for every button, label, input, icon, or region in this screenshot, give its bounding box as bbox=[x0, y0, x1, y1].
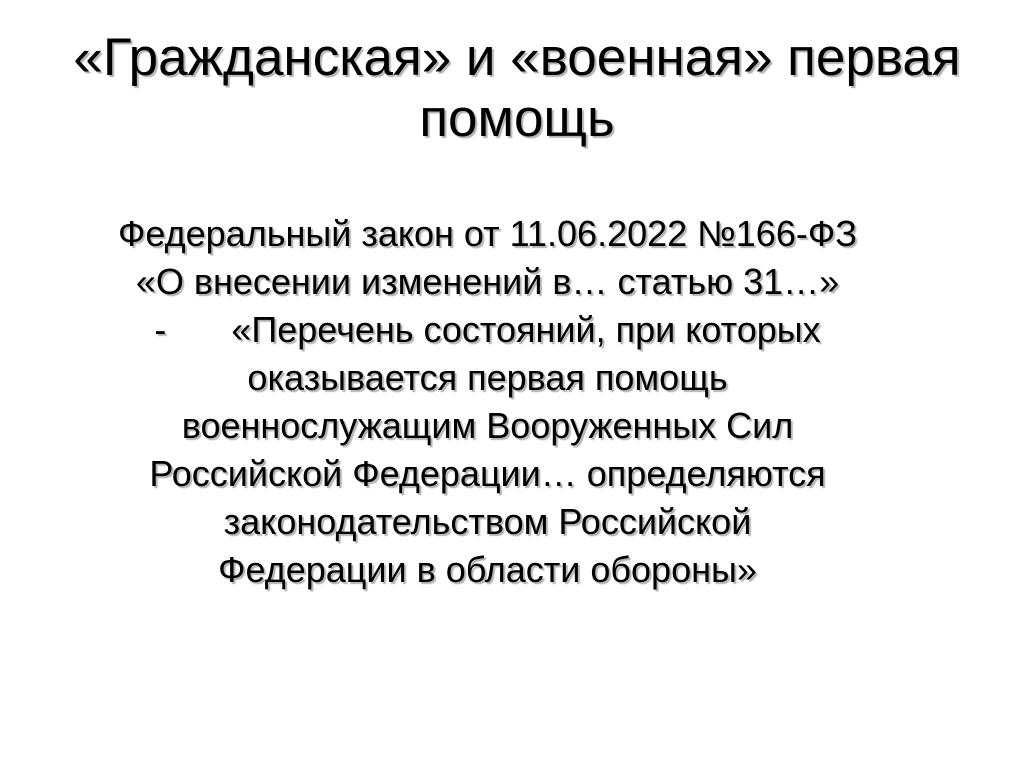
slide-title bbox=[10, 27, 1024, 149]
body-line: Российской Федерации… определяются bbox=[149, 453, 826, 494]
body-line-law-number: Федеральный закон от 11.06.2022 №166-ФЗ bbox=[118, 213, 857, 254]
body-line-list-item bbox=[0, 306, 975, 354]
slide-body bbox=[0, 210, 975, 594]
body-line: законодательством Российской bbox=[223, 501, 752, 542]
body-line: оказывается первая помощь bbox=[247, 357, 728, 398]
body-line-quote-end: Федерации в области обороны» bbox=[218, 549, 757, 590]
slide-title-line-1: «Гражданская» и «военная» первая bbox=[73, 28, 961, 87]
body-line-quote-start: «Перечень состояний, при которых bbox=[231, 309, 821, 350]
body-line-law-title: «О внесении изменений в… статью 31…» bbox=[135, 261, 840, 302]
list-dash-marker: - bbox=[154, 309, 167, 350]
body-line: военнослужащим Вооруженных Сил bbox=[181, 405, 794, 446]
slide-title-line-2: помощь bbox=[419, 89, 615, 148]
